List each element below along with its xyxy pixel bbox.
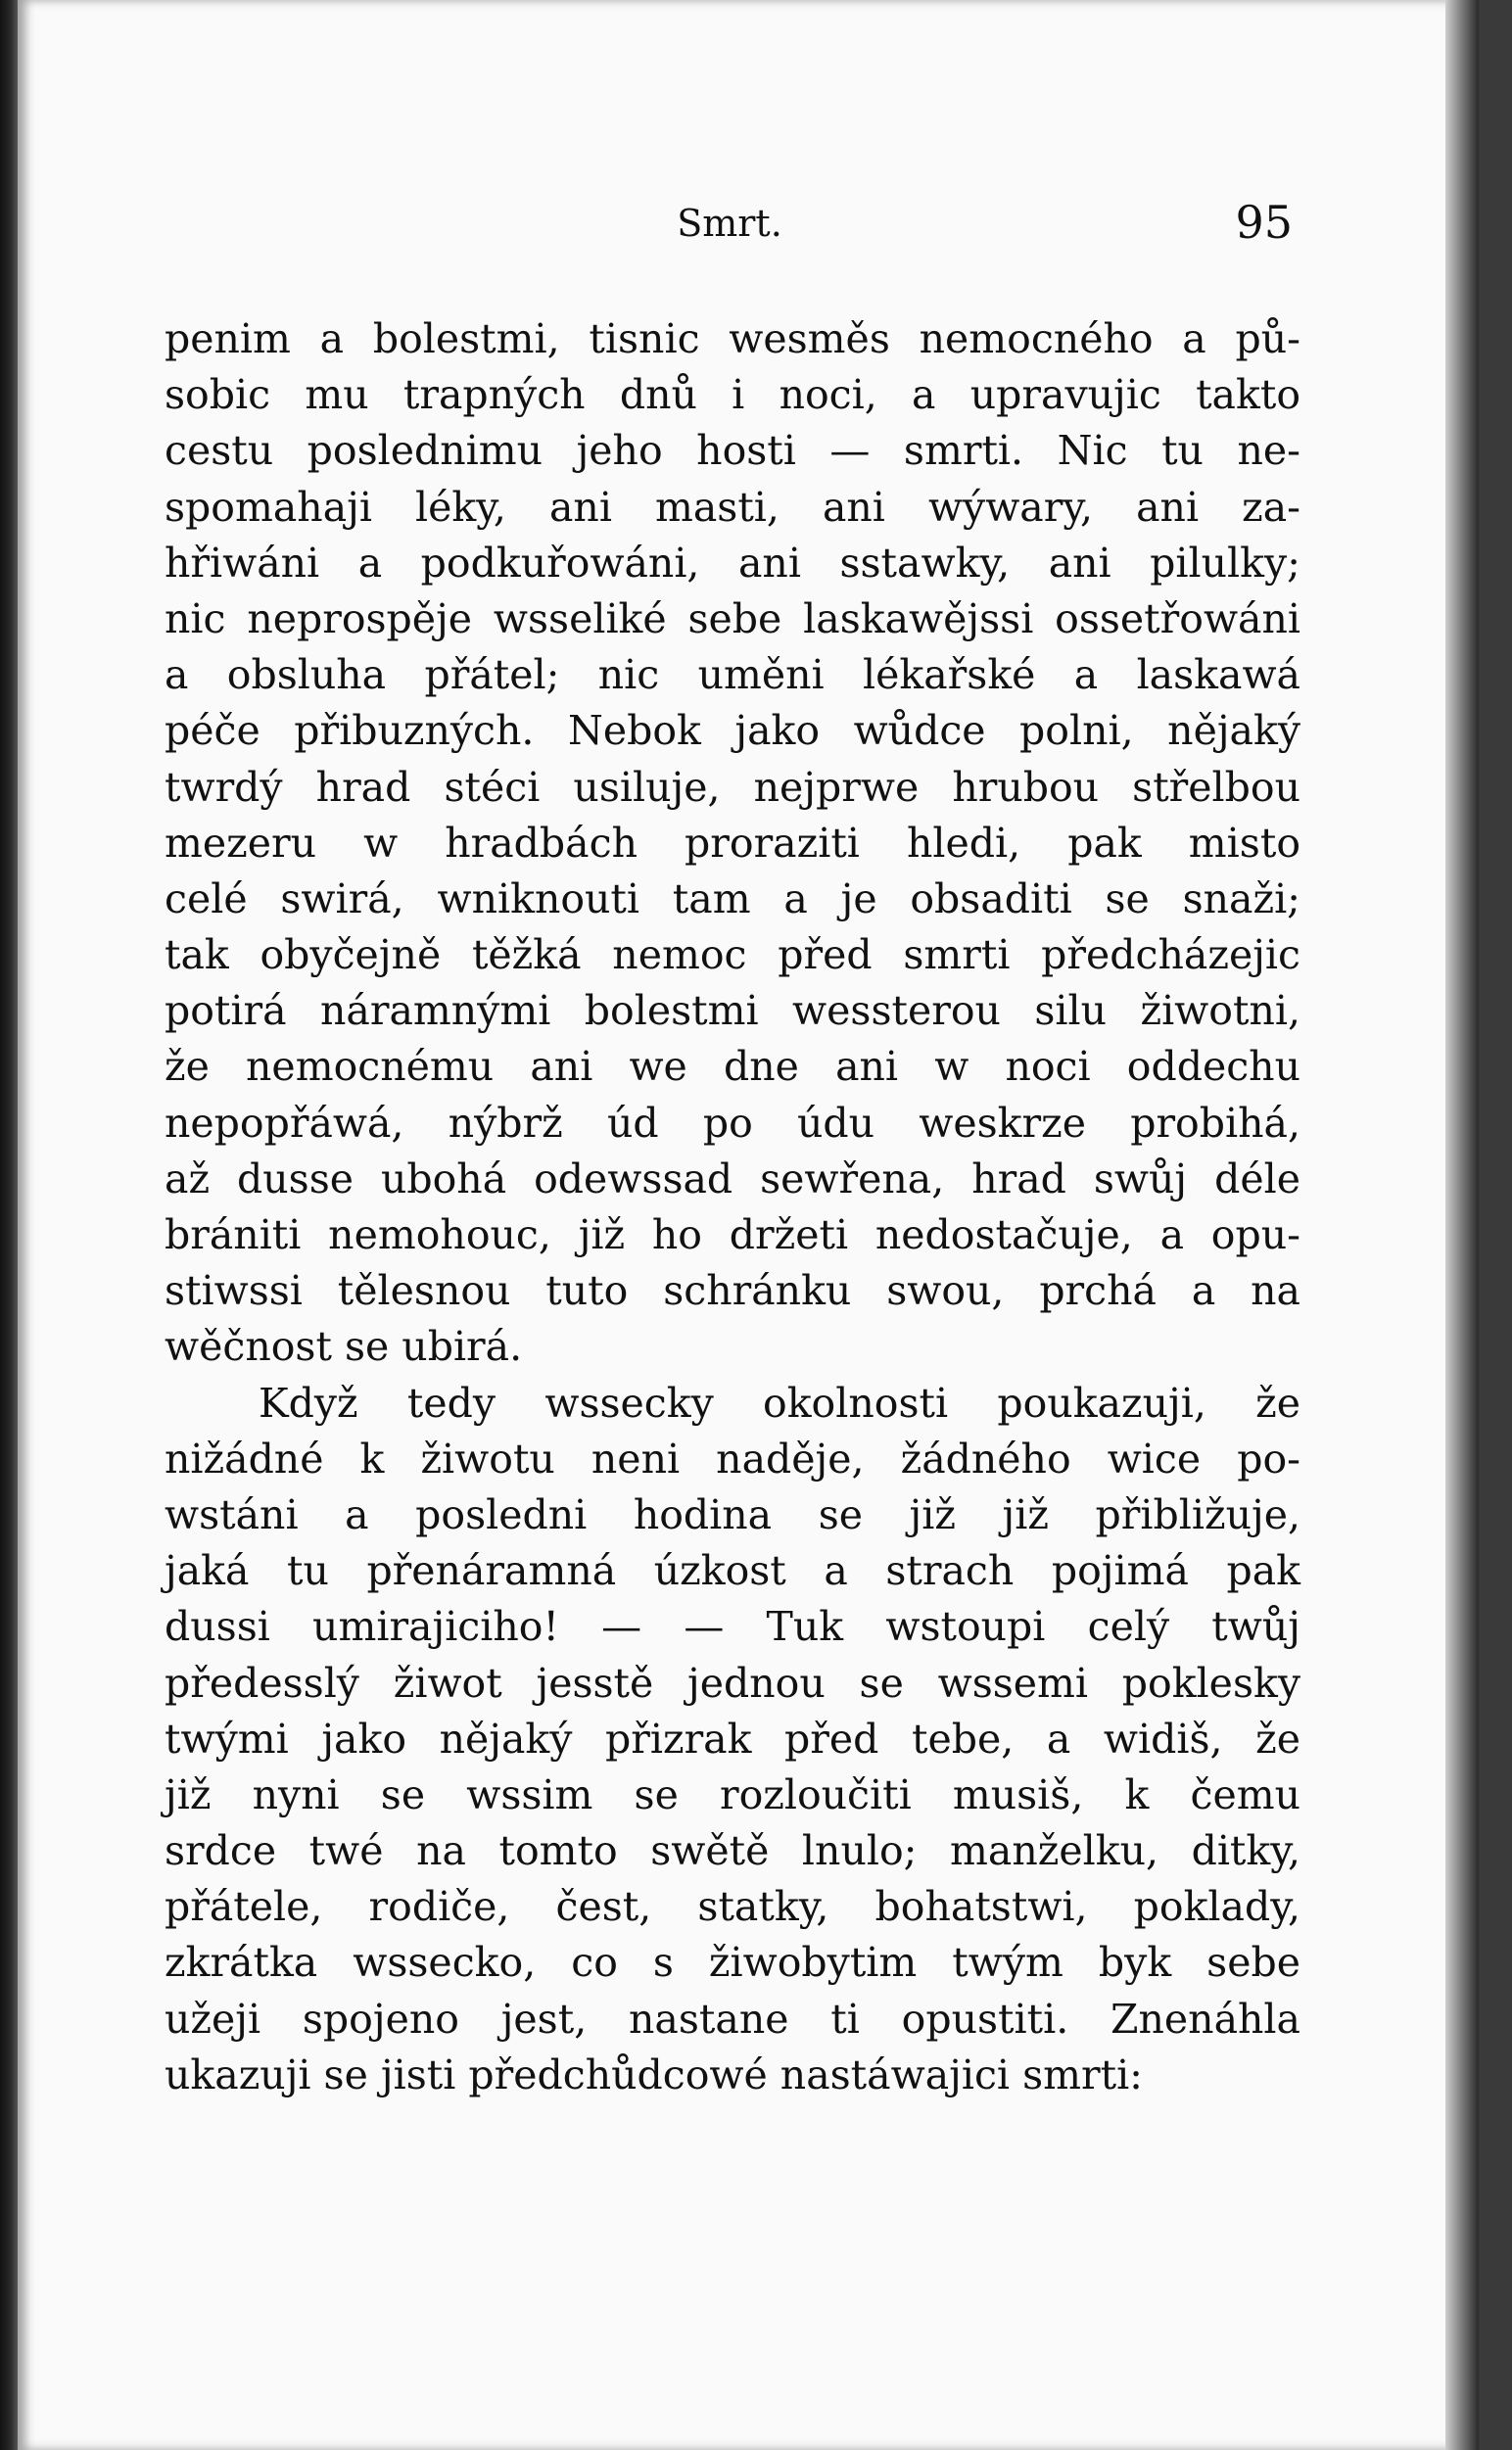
text-line: hřiwáni a podkuřowáni, ani sstawky, ani pilulky; — [165, 539, 1300, 587]
text-line: wěčnost se ubirá. — [165, 1323, 523, 1371]
page-header — [166, 196, 1293, 255]
text-line: již nyni se wssim se rozloučiti musiš, k čemu — [165, 1770, 1300, 1818]
text-line: až dusse ubohá odewssad sewřena, hrad swůj déle — [165, 1154, 1300, 1202]
text-line: potirá náramnými bolestmi wessterou silu žiwotni, — [165, 987, 1300, 1035]
text-line: přátele, rodiče, čest, statky, bohatstwi, poklady, — [165, 1883, 1300, 1931]
text-line: jaká tu přenáramná úzkost a strach pojimá pak — [165, 1547, 1300, 1595]
text-line: stiwssi tělesnou tuto schránku swou, prchá a na — [165, 1267, 1300, 1315]
text-line: spomahaji léky, ani masti, ani wýwary, ani za- — [165, 483, 1300, 531]
text-line: tak obyčejně těžká nemoc před smrti předcházejic — [165, 931, 1300, 979]
text-line: nic neprospěje wsseliké sebe laskawějssi ossetřowáni — [165, 594, 1300, 642]
text-line: péče přibuzných. Nebok jako wůdce polni, nějaký — [165, 707, 1300, 755]
body-text — [165, 311, 1300, 2103]
text-line: Když tedy wssecky okolnosti poukazuji, že — [259, 1379, 1300, 1427]
text-line: srdce twé na tomto swětě lnulo; manželku, ditky, — [165, 1827, 1300, 1875]
text-line: twými jako nějaký přizrak před tebe, a widiš, že — [165, 1715, 1300, 1763]
text-line: předesslý žiwot jesstě jednou se wssemi poklesky — [165, 1659, 1300, 1707]
text-line: sobic mu trapných dnů i noci, a upravujic takto — [165, 371, 1300, 419]
text-line: celé swirá, wniknouti tam a je obsaditi se snaži; — [165, 874, 1300, 922]
text-line: nepopřáwá, nýbrž úd po údu weskrze probihá, — [165, 1099, 1300, 1147]
text-line: twrdý hrad stéci usiluje, nejprwe hrubou střelbou — [165, 763, 1300, 811]
text-line: užeji spojeno jest, nastane ti opustiti. Znenáhla — [165, 1995, 1300, 2043]
text-line: cestu poslednimu jeho hosti — smrti. Nic tu ne- — [165, 427, 1300, 475]
text-line: že nemocnému ani we dne ani w noci oddechu — [165, 1043, 1300, 1091]
text-line: mezeru w hradbách proraziti hledi, pak misto — [165, 819, 1300, 867]
page-edge-shadow — [1445, 0, 1479, 2450]
text-line: a obsluha přátel; nic uměni lékařské a laskawá — [165, 651, 1300, 699]
running-head: Smrt. — [677, 202, 782, 245]
text-line: dussi umirajiciho! — — Tuk wstoupi celý twůj — [165, 1603, 1300, 1651]
text-line: penim a bolestmi, tisnic wesměs nemocného a pů- — [165, 315, 1300, 362]
text-line: ukazuji se jisti předchůdcowé nastáwajici smrti: — [165, 2050, 1143, 2098]
text-line: wstáni a posledni hodina se již již přibližuje, — [165, 1490, 1300, 1538]
text-line: zkrátka wssecko, co s žiwobytim twým byk sebe — [165, 1939, 1300, 1987]
page-number: 95 — [1235, 196, 1293, 249]
text-line: brániti nemohouc, již ho držeti nedostačuje, a opu- — [165, 1211, 1300, 1258]
binding-edge — [0, 0, 18, 2450]
text-line: nižádné k žiwotu neni naděje, žádného wice po- — [165, 1435, 1300, 1483]
